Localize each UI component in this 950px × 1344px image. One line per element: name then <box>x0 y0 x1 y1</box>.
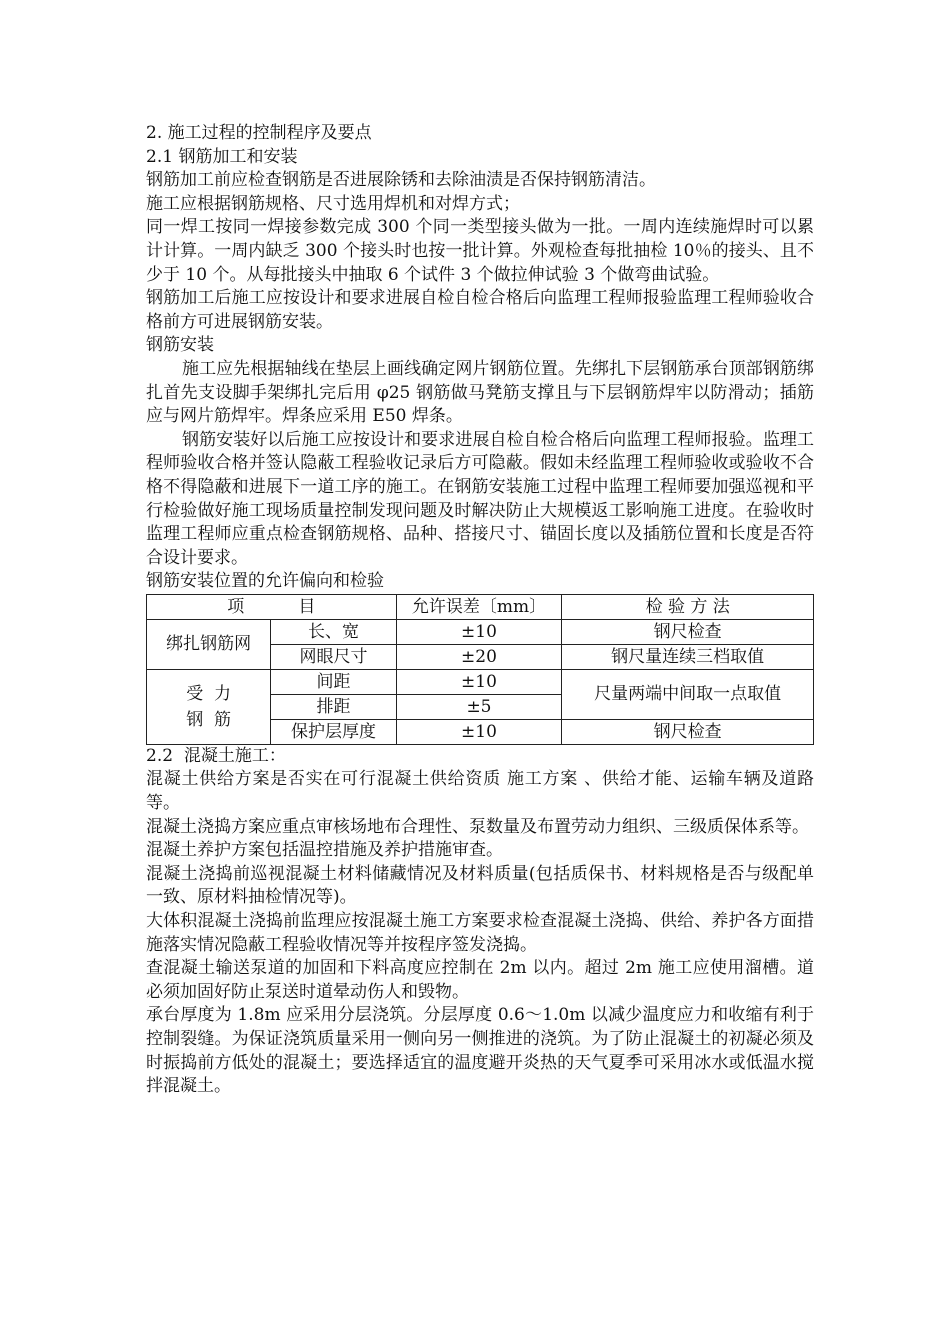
paragraph: 查混凝土输送泵道的加固和下料高度应控制在 2m 以内。超过 2m 施工应使用溜槽。道必须加固好防止泵送时道晕动伤人和毁物。 <box>146 958 814 1002</box>
group-label-line: 钢 筋 <box>186 709 232 730</box>
item-cell: 长、宽 <box>271 619 396 644</box>
item-cell: 保护层厚度 <box>271 719 396 744</box>
group-cell: 绑扎钢筋网 <box>147 619 271 669</box>
paragraph: 钢筋加工前应检查钢筋是否进展除锈和去除油渍是否保持钢筋清洁。 <box>146 170 656 191</box>
tolerance-cell: ±5 <box>396 694 562 719</box>
tolerance-cell: ±20 <box>396 644 562 669</box>
paragraph: 混凝土浇捣方案应重点审核场地布合理性、泵数量及布置劳动力组织、三级质保体系等。 <box>146 816 809 837</box>
tolerance-cell: ±10 <box>396 719 562 744</box>
group-cell <box>147 669 271 744</box>
header-tolerance: 允许误差〔mm〕 <box>396 594 562 619</box>
header-method: 检 验 方 法 <box>562 594 814 619</box>
group-label-line: 受 力 <box>186 683 232 704</box>
document-page <box>146 122 814 1099</box>
table-header-row <box>147 594 814 619</box>
header-item: 项 目 <box>147 594 397 619</box>
method-cell: 钢尺量连续三档取值 <box>562 644 814 669</box>
tolerance-table <box>146 594 814 745</box>
item-cell: 排距 <box>271 694 396 719</box>
paragraph: 施工应根据钢筋规格、尺寸选用焊机和对焊方式； <box>146 193 520 214</box>
section-heading: 2.2 混凝土施工： <box>146 745 286 766</box>
paragraph: 钢筋安装好以后施工应按设计和要求进展自检自检合格后向监理工程师报验。监理工程师验收合格并签认隐蔽工程验收记录后方可隐蔽。假如未经监理工程师验收或验收不合格不得隐蔽和进展下一道工序的施工。在钢筋安装施工过程中监理工程师要加强巡视和平行检验做好施工现场质量控制发现问题及时解决防止大规模返工影响施工进度。在验收时监理工程师应重点检查钢筋规格、品种、搭接尺寸、锚固长度以及插筋位置和长度是否符合设计要求。 <box>146 429 814 568</box>
item-cell: 网眼尺寸 <box>271 644 396 669</box>
table-row <box>147 669 814 694</box>
paragraph: 钢筋加工后施工应按设计和要求进展自检自检合格后向监理工程师报验监理工程师验收合格前方可进展钢筋安装。 <box>146 288 814 332</box>
tolerance-cell: ±10 <box>396 619 562 644</box>
section-heading: 2. 施工过程的控制程序及要点 <box>146 123 372 143</box>
method-cell: 尺量两端中间取一点取值 <box>562 669 814 719</box>
method-cell: 钢尺检查 <box>562 619 814 644</box>
paragraph: 大体积混凝土浇捣前监理应按混凝土施工方案要求检查混凝土浇捣、供给、养护各方面措施落实情况隐蔽工程验收情况等并按程序签发浇捣。 <box>146 911 814 955</box>
paragraph: 混凝土供给方案是否实在可行混凝土供给资质 施工方案 、供给才能、运输车辆及道路等。 <box>146 769 814 814</box>
paragraph: 混凝土浇捣前巡视混凝土材料储藏情况及材料质量(包括质保书、材料规格是否与级配单一致、原材料抽检情况等)。 <box>146 863 814 908</box>
item-cell: 间距 <box>271 669 396 694</box>
paragraph: 承台厚度为 1.8m 应采用分层浇筑。分层厚度 0.6～1.0m 以减少温度应力和收缩有利于控制裂缝。为保证浇筑质量采用一侧向另一侧推进的浇筑。为了防止混凝土的初凝必须及时振捣前方低处的混凝土；要选择适宜的温度避开炎热的天气夏季可采用冰水或低温水搅拌混凝土。 <box>146 1005 814 1097</box>
tolerance-cell: ±10 <box>396 669 562 694</box>
table-row <box>147 619 814 644</box>
paragraph: 同一焊工按同一焊接参数完成 300 个同一类型接头做为一批。一周内连续施焊时可以累计计算。一周内缺乏 300 个接头时也按一批计算。外观检查每批抽检 10％的接头、且不少于 10 个。从每批接头中抽取 6 个试件 3 个做拉伸试验 3 个做弯曲试验。 <box>146 217 814 285</box>
method-cell: 钢尺检查 <box>562 719 814 744</box>
subsection-heading: 2.1 钢筋加工和安装 <box>146 146 298 167</box>
paragraph: 施工应先根据轴线在垫层上画线确定网片钢筋位置。先绑扎下层钢筋承台顶部钢筋绑扎首先支设脚手架绑扎完后用 φ25 钢筋做马凳筋支撑且与下层钢筋焊牢以防滑动；插筋应与网片筋焊牢。焊条应采用 E50 焊条。 <box>146 358 814 427</box>
paragraph: 混凝土养护方案包括温控措施及养护措施审查。 <box>146 840 503 861</box>
table-title: 钢筋安装位置的允许偏向和检验 <box>146 571 384 592</box>
subsection-heading: 钢筋安装 <box>146 335 214 356</box>
